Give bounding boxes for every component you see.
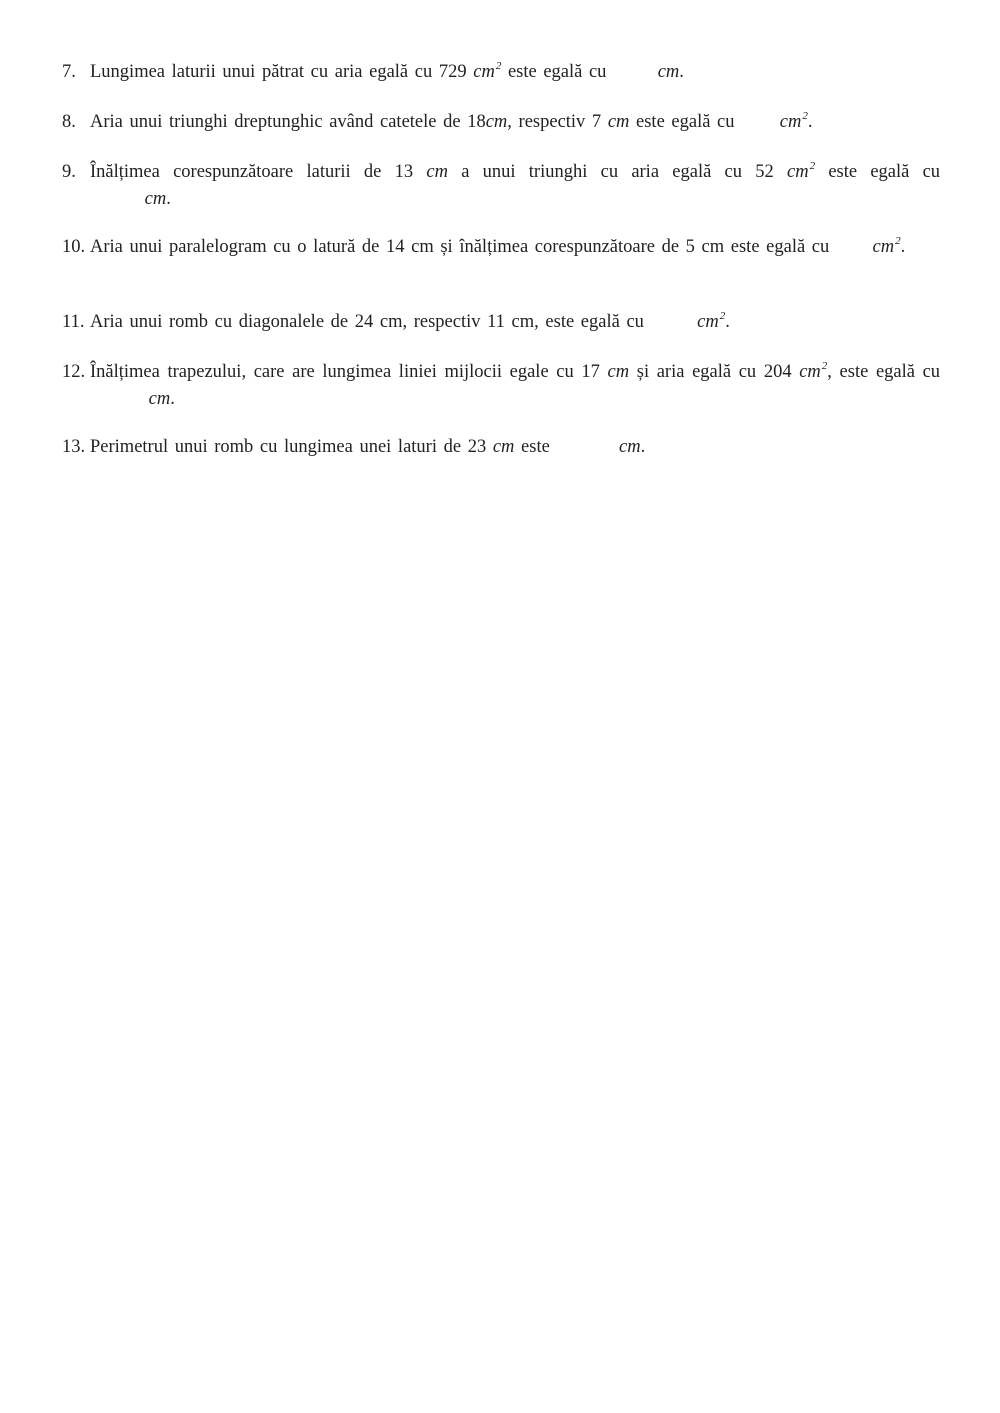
question-text-part: Înălțimea corespunzătoare laturii de 13 bbox=[90, 162, 414, 182]
question-text bbox=[90, 310, 940, 337]
question-text bbox=[90, 360, 940, 412]
question-text-part: este egală cu bbox=[828, 162, 941, 182]
punctuation: . bbox=[900, 237, 906, 257]
superscript: 2 bbox=[719, 310, 726, 322]
unit-label: cm bbox=[607, 112, 630, 132]
punctuation: . bbox=[170, 389, 175, 409]
question-12 bbox=[62, 360, 940, 412]
question-number: 12. bbox=[62, 362, 86, 382]
question-text-part: este egală cu bbox=[507, 62, 607, 82]
unit-label: cm bbox=[779, 112, 802, 132]
unit-label: cm bbox=[657, 62, 680, 82]
question-10 bbox=[62, 235, 940, 262]
question-text-part: este egală cu bbox=[636, 112, 735, 132]
unit-label: cm bbox=[799, 362, 821, 382]
superscript: 2 bbox=[802, 110, 808, 122]
question-text-part: , este egală cu bbox=[827, 362, 941, 382]
unit-label: cm bbox=[473, 62, 495, 82]
question-text-part: , respectiv 7 bbox=[507, 112, 602, 132]
question-text-part: Perimetrul unui romb cu lungimea unei laturi de 23 bbox=[90, 437, 487, 457]
question-13 bbox=[62, 435, 940, 460]
question-text-part: și aria egală cu 204 bbox=[636, 362, 792, 382]
question-text bbox=[90, 60, 940, 87]
superscript: 2 bbox=[821, 360, 828, 372]
question-7 bbox=[62, 60, 940, 87]
unit-label: cm bbox=[607, 362, 630, 382]
punctuation: . bbox=[679, 62, 684, 82]
question-8 bbox=[62, 110, 940, 137]
question-number: 10. bbox=[62, 237, 86, 257]
question-text bbox=[90, 160, 940, 187]
question-text-part: Înălțimea trapezului, care are lungimea liniei mijlocii egale cu 17 bbox=[90, 362, 600, 382]
question-text bbox=[90, 110, 940, 137]
unit-label: cm bbox=[787, 162, 809, 182]
question-text-part: Aria unui paralelogram cu o latură de 14 cm și înălțimea corespunzătoare de 5 cm este egală cu bbox=[90, 237, 830, 257]
unit-label: cm bbox=[426, 162, 448, 182]
question-text-part: a unui triunghi cu aria egală cu 52 bbox=[461, 162, 774, 182]
unit-label: cm bbox=[492, 437, 515, 457]
question-text-part: Aria unui romb cu diagonalele de 24 cm, respectiv 11 cm, este egală cu bbox=[90, 312, 644, 332]
question-text bbox=[90, 435, 940, 460]
question-text-part: Lungimea laturii unui pătrat cu aria egală cu 729 bbox=[90, 62, 467, 82]
unit-label: cm bbox=[619, 437, 641, 457]
question-number: 11. bbox=[62, 312, 85, 332]
question-number: 9. bbox=[62, 162, 76, 182]
question-text bbox=[90, 235, 940, 262]
punctuation: . bbox=[807, 112, 813, 132]
superscript: 2 bbox=[495, 60, 502, 72]
unit-label: cm bbox=[872, 237, 895, 257]
unit-label: cm bbox=[144, 189, 167, 209]
question-number: 8. bbox=[62, 112, 76, 132]
question-text-part: Aria unui triunghi dreptunghic având catetele de 18 bbox=[90, 112, 486, 132]
question-text-part: este bbox=[521, 437, 550, 457]
superscript: 2 bbox=[809, 160, 816, 172]
unit-label: cm bbox=[485, 112, 508, 132]
punctuation: . bbox=[725, 312, 730, 332]
question-number: 13. bbox=[62, 437, 86, 457]
question-9 bbox=[62, 160, 940, 212]
punctuation: . bbox=[640, 437, 646, 457]
question-number: 7. bbox=[62, 62, 76, 82]
unit-label: cm bbox=[148, 389, 171, 409]
superscript: 2 bbox=[895, 235, 901, 247]
question-11 bbox=[62, 310, 940, 337]
punctuation: . bbox=[166, 189, 171, 209]
question-text-continuation bbox=[90, 187, 940, 212]
unit-label: cm bbox=[697, 312, 719, 332]
